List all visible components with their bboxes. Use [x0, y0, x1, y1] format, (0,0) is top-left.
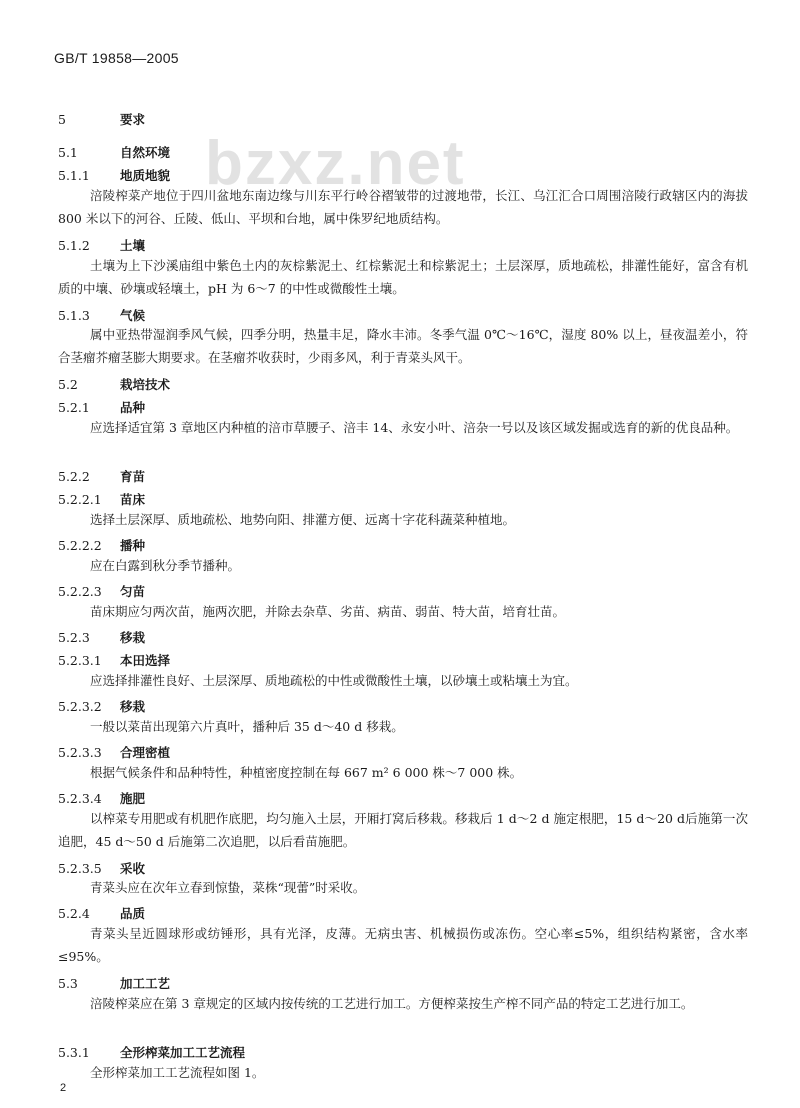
standard-code: GB/T 19858—2005 [54, 50, 179, 66]
paragraph: 以榨菜专用肥或有机肥作底肥，均匀施入土层，开厢打窝后移栽。移栽后 1 d～2 d 施定根肥，15 d～20 d后施第一次追肥，45 d～50 d 后施第二次追肥，以后看苗施肥。 [58, 811, 748, 849]
section-heading: 5.2.3.4 施肥 [58, 791, 146, 806]
section-heading: 5.3.1 全形榨菜加工工艺流程 [58, 1045, 246, 1060]
section-heading: 5.2.2.2 播种 [58, 538, 146, 553]
paragraph: 应选择适宜第 3 章地区内种植的涪市草腰子、涪丰 14、永安小叶、涪杂一号以及该区域发掘或选育的新的优良品种。 [90, 420, 739, 435]
section-heading: 5.1.2 土壤 [58, 238, 146, 253]
section-heading: 5.2.2 育苗 [58, 469, 146, 484]
watermark: bzxz.net [205, 129, 466, 198]
section-heading: 5 要求 [58, 112, 146, 127]
section-heading: 5.2.1 品种 [58, 400, 146, 415]
paragraph: 涪陵榨菜应在第 3 章规定的区域内按传统的工艺进行加工。方便榨菜按生产榨不同产品的特定工艺进行加工。 [90, 996, 694, 1011]
paragraph: 一般以菜苗出现第六片真叶，播种后 35 d～40 d 移栽。 [90, 719, 404, 734]
section-heading: 5.2.2.3 匀苗 [58, 584, 146, 599]
paragraph: 应在白露到秋分季节播种。 [90, 558, 241, 573]
section-heading: 5.2.4 品质 [58, 906, 146, 921]
paragraph: 苗床期应匀两次苗，施两次肥，并除去杂草、劣苗、病苗、弱苗、特大苗，培育壮苗。 [90, 604, 566, 619]
section-heading: 5.1 自然环境 [58, 145, 171, 160]
section-heading: 5.2.3.3 合理密植 [58, 745, 171, 760]
section-heading: 5.3 加工工艺 [58, 976, 171, 991]
page-number: 2 [60, 1082, 67, 1094]
section-heading: 5.2.3 移栽 [58, 630, 146, 645]
paragraph: 青菜头应在次年立春到惊蛰，菜株“现蕾”时采收。 [90, 880, 366, 895]
paragraph: 全形榨菜加工工艺流程如图 1。 [90, 1065, 265, 1080]
section-heading: 5.2 栽培技术 [58, 377, 171, 392]
section-heading: 5.2.3.5 采收 [58, 861, 146, 876]
section-heading: 5.2.3.2 移栽 [58, 699, 146, 714]
section-heading: 5.1.3 气候 [58, 308, 146, 323]
paragraph: 根据气候条件和品种特性，种植密度控制在每 667 m² 6 000 株～7 000 株。 [90, 765, 523, 780]
paragraph: 青菜头呈近圆球形或纺锤形，具有光泽，皮薄。无病虫害、机械损伤或冻伤。空心率≤5%，组织结构紧密，含水率≤95%。 [58, 926, 748, 964]
section-heading: 5.2.2.1 苗床 [58, 492, 146, 507]
paragraph: 土壤为上下沙溪庙组中紫色土内的灰棕紫泥土、红棕紫泥土和棕紫泥土；土层深厚，质地疏松，排灌性能好，富含有机质的中壤、砂壤或轻壤土，pH 为 6～7 的中性或微酸性土壤。 [58, 258, 748, 296]
section-heading: 5.2.3.1 本田选择 [58, 653, 171, 668]
paragraph: 应选择排灌性良好、土层深厚、质地疏松的中性或微酸性土壤，以砂壤土或粘壤土为宜。 [90, 673, 578, 688]
paragraph: 涪陵榨菜产地位于四川盆地东南边缘与川东平行岭谷褶皱带的过渡地带，长江、乌江汇合口周围涪陵行政辖区内的海拔 800 米以下的河谷、丘陵、低山、平坝和台地，属中侏罗纪地质结构。 [58, 188, 748, 226]
paragraph: 选择土层深厚、质地疏松、地势向阳、排灌方便、远离十字花科蔬菜种植地。 [90, 512, 516, 527]
section-heading: 5.1.1 地质地貌 [58, 168, 171, 183]
paragraph: 属中亚热带湿润季风气候，四季分明，热量丰足，降水丰沛。冬季气温 0℃～16℃，湿度 80% 以上，昼夜温差小，符合茎瘤芥瘤茎膨大期要求。在茎瘤芥收获时，少雨多风，利于青菜头风干。 [58, 327, 748, 365]
